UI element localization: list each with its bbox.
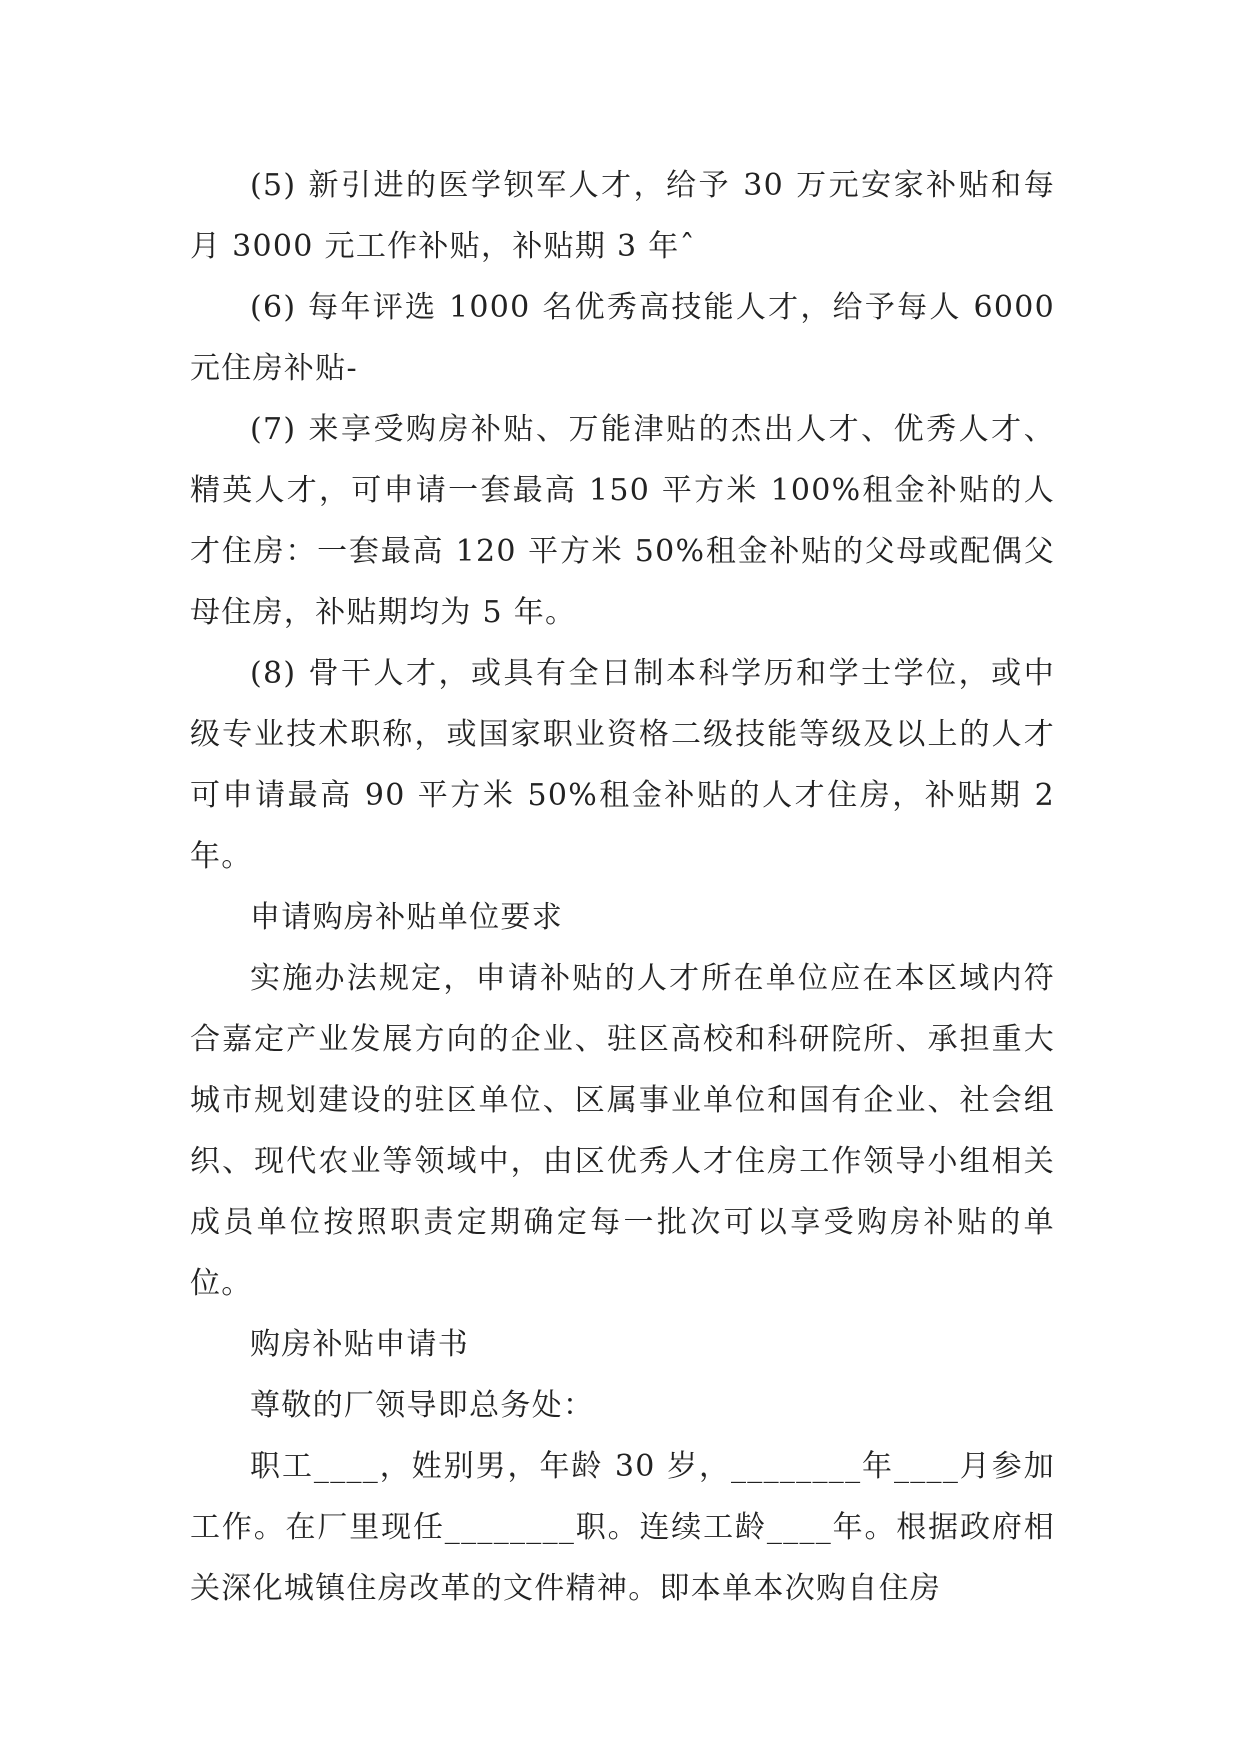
letter-body: 职工____，姓别男，年龄 30 岁，________年____月参加工作。在厂里现任________职。连续工龄____年。根据政府相关深化城镇住房改革的文件精神。即本单本次购自住房 xyxy=(190,1449,1055,1606)
letter-salutation: 尊敬的厂领导即总务处： xyxy=(250,1388,595,1423)
paragraph-item-5: (5) 新引进的医学钡军人才，给予 30 万元安家补贴和每月 3000 元工作补贴，补贴期 3 年ˆ xyxy=(190,168,1055,264)
paragraph-item-8: (8) 骨干人才，或具有全日制本科学历和学士学位，或中级专业技术职称，或国家职业资格二级技能等级及以上的人才可申请最高 90 平方米 50%租金补贴的人才住房，补贴期 2 年。 xyxy=(190,656,1055,874)
document-body xyxy=(190,155,1055,1619)
section-heading-application-letter: 购房补贴申请书 xyxy=(250,1327,470,1362)
paragraph-item-7: (7) 来享受购房补贴、万能津贴的杰出人才、优秀人才、精英人才，可申请一套最高 150 平方米 100%租金补贴的人才住房：一套最高 120 平方米 50%租金补贴的父母或配偶父母住房，补贴期均为 5 年。 xyxy=(190,412,1055,630)
paragraph-item-6: (6) 每年评选 1000 名优秀高技能人才，给予每人 6000 元住房补贴- xyxy=(190,290,1055,386)
paragraph-unit-requirements: 实施办法规定，申请补贴的人才所在单位应在本区域内符合嘉定产业发展方向的企业、驻区高校和科研院所、承担重大城市规划建设的驻区单位、区属事业单位和国有企业、社会组织、现代农业等领域中，由区优秀人才住房工作领导小组相关成员单位按照职责定期确定每一批次可以享受购房补贴的单位。 xyxy=(190,961,1055,1301)
section-heading-unit-requirements: 申请购房补贴单位要求 xyxy=(250,900,563,935)
